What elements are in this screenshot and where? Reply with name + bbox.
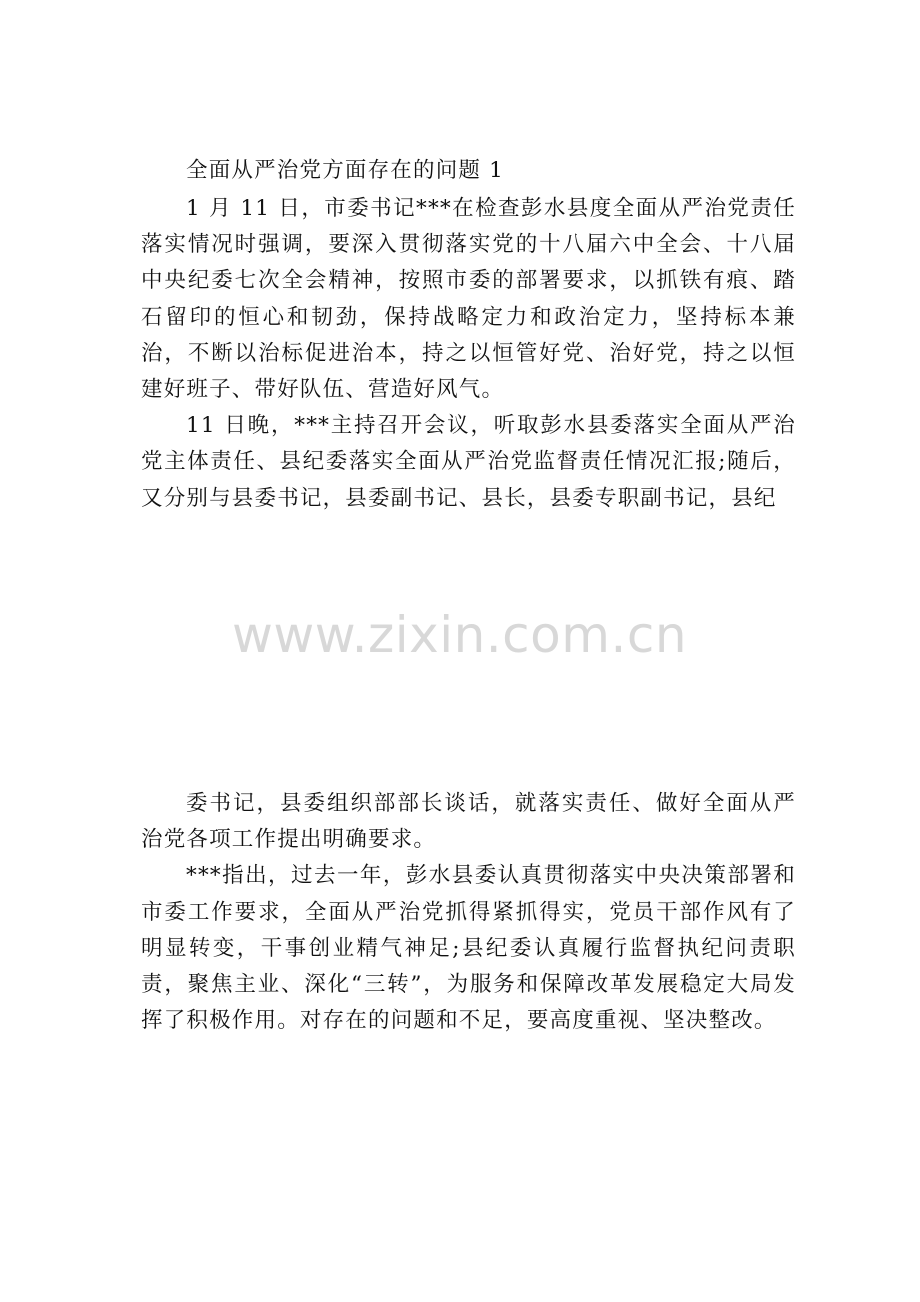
paragraph: 1 月 11 日，市委书记***在检查彭水县度全面从严治党责任落实情况时强调，要深入贯彻落实党的十八届六中全会、十八届中央纪委七次全会精神，按照市委的部署要求，以抓铁有痕、踏石留印的恒心和韧劲，保持战略定力和政治定力，坚持标本兼治，不断以治标促进治本，持之以恒管好党、治好党，持之以恒建好班子、带好队伍、营造好风气。 bbox=[141, 196, 796, 403]
paragraph: ***指出，过去一年，彭水县委认真贯彻落实中央决策部署和市委工作要求，全面从严治党抓得紧抓得实，党员干部作风有了明显转变，干事创业精气神足;县纪委认真履行监督执纪问责职责，聚焦主业、深化“三转”，为服务和保障改革发展稳定大局发挥了积极作用。对存在的问题和不足，要高度重视、坚决整改。 bbox=[141, 863, 796, 1034]
document-title: 全面从严治党方面存在的问题 1 bbox=[186, 158, 505, 183]
text-block-top bbox=[141, 191, 796, 517]
watermark: www.zixin.com.cn bbox=[232, 606, 688, 664]
paragraph: 11 日晚，***主持召开会议，听取彭水县委落实全面从严治党主体责任、县纪委落实全面从严治党监督责任情况汇报;随后，又分别与县委书记，县委副书记、县长，县委专职副书记，县纪 bbox=[141, 413, 796, 511]
paragraph: 委书记，县委组织部部长谈话，就落实责任、做好全面从严治党各项工作提出明确要求。 bbox=[141, 791, 796, 853]
text-block-bottom bbox=[141, 786, 796, 1039]
